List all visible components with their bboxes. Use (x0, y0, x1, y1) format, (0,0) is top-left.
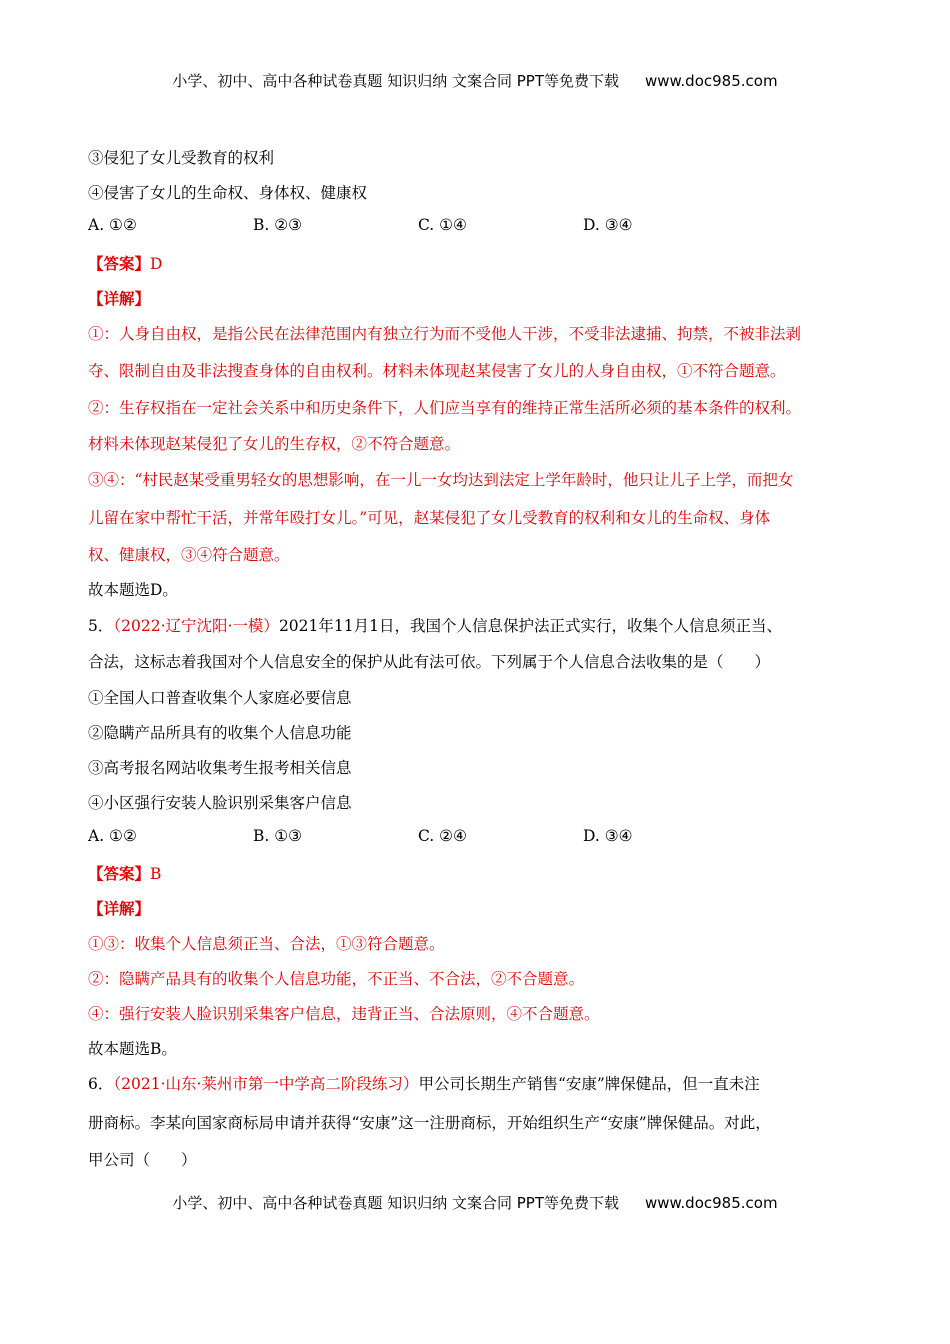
q6-number: 6． (88, 1075, 114, 1093)
q5-source: （2022·辽宁沈阳·一模） (113, 617, 279, 635)
q4-answer-label: 【答案】 (88, 254, 151, 273)
q4-explanation-line: ③④：“村民赵某受重男轻女的思想影响，在一儿一女均达到法定上学年龄时，他只让儿子上学，而把女 (88, 471, 794, 489)
q5-explanation-line: ④：强行安装人脸识别采集客户信息，违背正当、合法原则，④不合题意。 (88, 1005, 600, 1023)
q5-item-2: ②隐瞒产品所具有的收集个人信息功能 (88, 724, 352, 742)
q4-explanation-line: 儿留在家中帮忙干活，并常年殴打女儿。”可见，赵某侵犯了女儿受教育的权利和女儿的生命权、身体 (88, 509, 771, 527)
q5-answer (88, 862, 863, 884)
q5-option-d: D. ③④ (583, 827, 633, 845)
q4-option-a: A. ①② (88, 216, 137, 234)
page-header (0, 70, 950, 91)
q6-stem-text: 甲公司长期生产销售“安康”牌保健品，但一直未注 (418, 1075, 760, 1093)
q4-answer-value: D (150, 255, 163, 273)
q4-detail-label: 【详解】 (88, 289, 151, 308)
q4-item-3: ③侵犯了女儿受教育的权利 (88, 149, 275, 167)
q4-item-4: ④侵害了女儿的生命权、身体权、健康权 (88, 184, 368, 202)
q4-explanation-line: 夺、限制自由及非法搜查身体的自由权利。材料未体现赵某侵害了女儿的人身自由权，①不符合题意。 (88, 362, 786, 380)
page-footer (0, 1192, 950, 1213)
q5-answer-value: B (150, 865, 162, 883)
q5-stem-line-2: 合法，这标志着我国对个人信息安全的保护从此有法可依。下列属于个人信息合法收集的是（ ） (88, 653, 771, 671)
header-url[interactable]: www.doc985.com (644, 72, 778, 90)
q5-number: 5． (88, 617, 114, 635)
q4-answer (88, 252, 863, 274)
q5-item-3: ③高考报名网站收集考生报考相关信息 (88, 759, 352, 777)
q5-option-a: A. ①② (88, 827, 137, 845)
q5-detail-label: 【详解】 (88, 899, 151, 918)
q5-stem-text: 2021年11月1日，我国个人信息保护法正式实行，收集个人信息须正当、 (278, 617, 782, 635)
footer-url[interactable]: www.doc985.com (644, 1194, 778, 1212)
q5-explanation-line: ②：隐瞒产品具有的收集个人信息功能，不正当、不合法，②不合题意。 (88, 970, 585, 988)
q5-option-b: B. ①③ (253, 827, 303, 845)
q5-option-c: C. ②④ (418, 827, 467, 845)
q4-explanation-line: 权、健康权，③④符合题意。 (88, 546, 290, 564)
q6-stem (88, 1072, 863, 1094)
q5-stem (88, 614, 863, 636)
q6-stem-line-3: 甲公司（ ） (88, 1151, 197, 1169)
q5-explanation-line: ①③：收集个人信息须正当、合法，①③符合题意。 (88, 935, 445, 953)
q4-option-c: C. ①④ (418, 216, 467, 234)
q4-explanation-line: ②：生存权指在一定社会关系中和历史条件下，人们应当享有的维持正常生活所必须的基本条件的权利。 (88, 399, 802, 417)
footer-text: 小学、初中、高中各种试卷真题 知识归纳 文案合同 PPT等免费下载 (172, 1194, 619, 1212)
q4-explanation-line: 材料未体现赵某侵犯了女儿的生存权，②不符合题意。 (88, 435, 461, 453)
q6-source: （2021·山东·莱州市第一中学高二阶段练习） (113, 1075, 419, 1093)
header-text: 小学、初中、高中各种试卷真题 知识归纳 文案合同 PPT等免费下载 (172, 72, 619, 90)
q4-conclusion: 故本题选D。 (88, 581, 178, 599)
q4-option-d: D. ③④ (583, 216, 633, 234)
q4-explanation-line: ①：人身自由权，是指公民在法律范围内有独立行为而不受他人干涉，不受非法逮捕、拘禁，不被非法剥 (88, 325, 802, 343)
q5-answer-label: 【答案】 (88, 864, 151, 883)
q4-option-b: B. ②③ (253, 216, 303, 234)
q6-stem-line-2: 册商标。李某向国家商标局申请并获得“安康”这一注册商标，开始组织生产“安康”牌保健品。对此， (88, 1114, 771, 1132)
q5-item-1: ①全国人口普查收集个人家庭必要信息 (88, 689, 352, 707)
q5-item-4: ④小区强行安装人脸识别采集客户信息 (88, 794, 352, 812)
q5-conclusion: 故本题选B。 (88, 1040, 177, 1058)
